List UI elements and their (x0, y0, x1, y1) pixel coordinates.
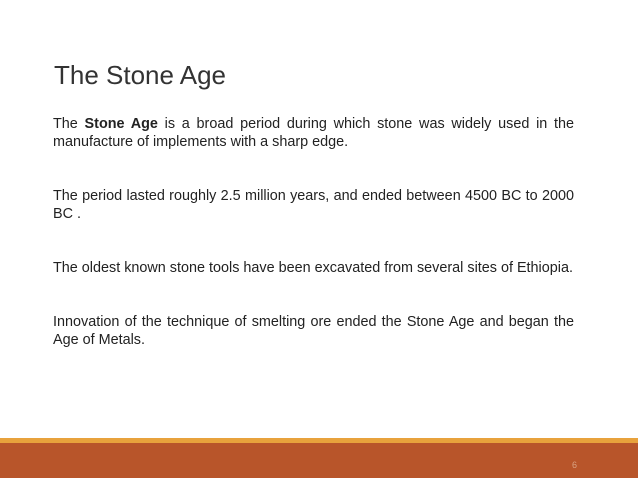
paragraph-1-rest: is a broad period during which stone was widely used in the manufacture of implements with a sharp edge. (53, 116, 575, 150)
slide-title: The Stone Age (54, 60, 227, 90)
paragraph-1-bold-term: Stone Age (84, 116, 158, 132)
paragraph-4: Innovation of the technique of smelting ore ended the Stone Age and began the Age of Metals. (53, 314, 574, 348)
footer-bar (0, 443, 638, 478)
paragraph-1 (53, 115, 574, 151)
paragraph-3: The oldest known stone tools have been excavated from several sites of Ethiopia. (53, 260, 573, 276)
paragraph-2: The period lasted roughly 2.5 million years, and ended between 4500 BC to 2000 BC . (53, 188, 574, 222)
page-number: 6 (572, 460, 578, 470)
slide-body (53, 115, 574, 385)
paragraph-1-lead: The (53, 116, 85, 132)
